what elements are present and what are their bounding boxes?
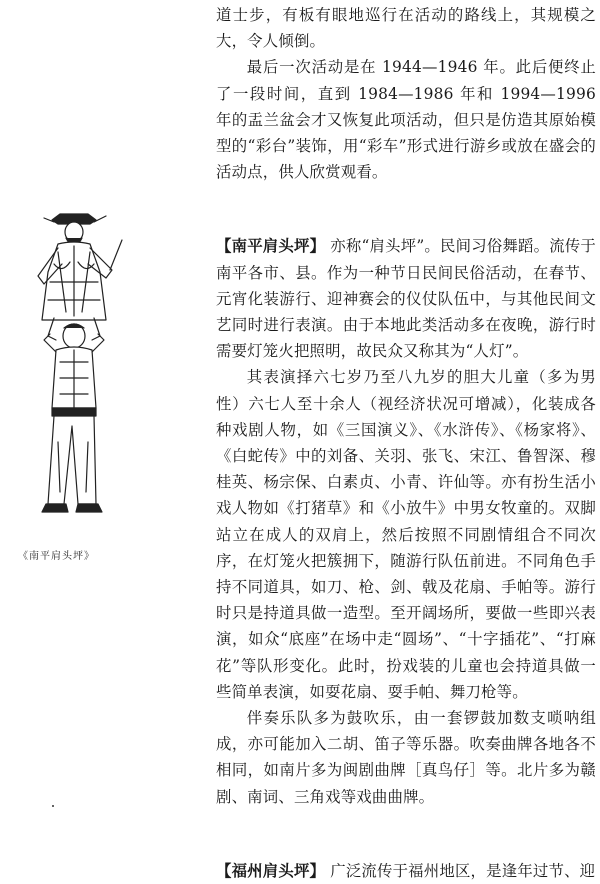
paragraph-continued: 道士步，有板有眼地巡行在活动的路线上，其规模之大，令人倾倒。 bbox=[216, 6, 596, 51]
paragraph-last-activity: 最后一次活动是在 1944—1946 年。此后便终止了一段时间，直到 1984—1986 年和 1994—1996 年的盂兰盆会才又恢复此项活动，但只是仿造其原始模型的“彩台”装饰，用“彩车”形式进行游乡或放在盛会的活动点，供人欣赏观看。 bbox=[216, 58, 596, 182]
entry-body-fuzhou: 广泛流传于福州地区，是逢年过节、迎 bbox=[325, 861, 596, 880]
text-column bbox=[216, 2, 596, 884]
figure-caption: 《南平肩头坪》 bbox=[18, 551, 95, 562]
entry-title-fuzhou: 【福州肩头坪】 bbox=[216, 861, 326, 880]
paragraph-music: 伴奏乐队多为鼓吹乐，由一套锣鼓加数支唢呐组成，亦可能加入二胡、笛子等乐器。吹奏曲牌各地各不相同，如南片多为闽剧曲牌［真鸟仔］等。北片多为赣剧、南词、三角戏等戏曲曲牌。 bbox=[216, 709, 596, 806]
entry-fuzhou bbox=[216, 858, 596, 884]
performer-on-shoulders-illustration bbox=[14, 212, 134, 542]
entry-body-nanping: 亦称“肩头坪”。民间习俗舞蹈。流传于南平各市、县。作为一种节日民间民俗活动，在春节、元宵化装游行、迎神赛会的仪仗队伍中，与其他民间文艺同时进行表演。由于本地此类活动多在夜晚，游行时需要灯笼火把照明，故民众又称其为“人灯”。 bbox=[216, 237, 596, 361]
entry-nanping bbox=[216, 233, 596, 364]
scan-speck bbox=[52, 805, 54, 807]
entry-title-nanping: 【南平肩头坪】 bbox=[216, 237, 326, 256]
paragraph-performance: 其表演择六七岁乃至八九岁的胆大儿童（多为男性）六七人至十余人（视经济状况可增减），化装成各种戏剧人物，如《三国演义》、《水浒传》、《杨家将》、《白蛇传》中的刘备、关羽、张飞、宋江、鲁智深、穆桂英、杨宗保、白素贞、小青、许仙等。亦有扮生活小戏人物如《打猪草》和《小放牛》中男女牧童的。双脚站立在成人的双肩上，然后按照不同剧情组合不同次序，在灯笼火把簇拥下，随游行队伍前进。不同角色手持不同道具，如刀、枪、剑、戟及花扇、手帕等。游行时只是持道具做一造型。至开阔场所，要做一些即兴表演，如众“底座”在场中走“圆场”、“十字插花”、“打麻花”等队形变化。此时，扮戏装的儿童也会持道具做一些简单表演，如耍花扇、耍手帕、舞刀枪等。 bbox=[216, 368, 596, 701]
